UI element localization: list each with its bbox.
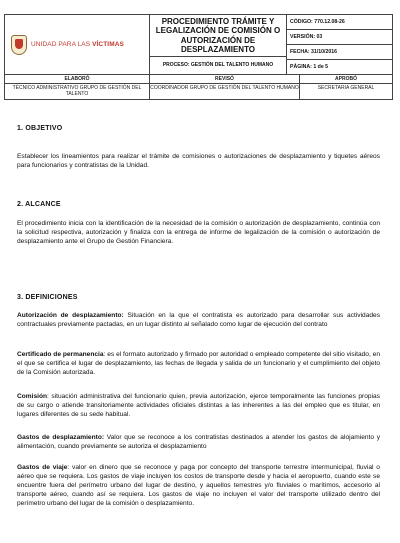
section-title-definiciones: 3. DEFINICIONES	[17, 294, 78, 301]
date-field: FECHA: 31/10/2016	[287, 45, 392, 60]
document-header	[4, 14, 393, 100]
document-title: PROCEDIMIENTO TRÁMITE Y LEGALIZACIÓN DE COMISIÓN O AUTORIZACIÓN DE DESPLAZAMIENTO	[150, 15, 286, 57]
logo: UNIDAD PARA LAS VÍCTIMAS	[31, 41, 124, 48]
coat-of-arms-icon	[11, 35, 27, 55]
logo-cell	[5, 15, 150, 74]
section-title-alcance: 2. ALCANCE	[17, 201, 61, 208]
definition-term: Gastos de desplazamiento:	[17, 434, 105, 441]
definition-gastos-viaje: Gastos de viaje: valor en dinero que se reconoce y paga por concepto del transporte terrestre intermunicipal, fluvial o aéreo que se requiera. Los gastos de viaje incluyen los costos de transporte desde y hacia el aeropuerto, cuando este se encuentre fuera del perímetro urbano del lugar de destino, y aquellos terrestres y/o fluviales o marítimos, accesorio al transporte aéreo, cuando así se requiera. Los gastos de viaje no incluyen el valor del transporte utilizado dentro del perímetro urbano del lugar de la comisión o desplazamiento.	[17, 464, 380, 507]
objetivo-text: Establecer los lineamientos para realizar el trámite de comisiones o autorizaciones de desplazamiento y tiquetes aéreos para funcionarios y contratistas de la Unidad.	[17, 153, 380, 169]
reviso-value: COORDINADOR GRUPO DE GESTIÓN DEL TALENTO HUMANO	[150, 84, 300, 99]
version-field: VERSIÓN: 03	[287, 30, 392, 45]
definition-gastos-desplazamiento: Gastos de desplazamiento: Valor que se reconoce a los contratistas destinados a atender los gastos de alojamiento y alimentación, cuando previamente se autoriza el desplazamiento	[17, 434, 380, 450]
definition-term: Comisión	[17, 393, 48, 400]
definition-term: Autorización de desplazamiento:	[17, 312, 124, 319]
process-label: PROCESO: GESTIÓN DEL TALENTO HUMANO	[162, 62, 274, 68]
definition-autorizacion: Autorización de desplazamiento: Situación en la que el contratista es autorizado para desarrollar sus actividades contractuales previamente pactadas, en un lugar distinto al señalado como lugar de ejecución del contrato	[17, 312, 380, 328]
reviso-header: REVISÓ	[150, 75, 300, 83]
definition-comision: Comisión: situación administrativa del funcionario quien, previa autorización, ejerce temporalmente las funciones propias de su cargo o atiende transitoriamente actividades oficiales distintas a las inherentes a las del empleo que es titular, en lugares diferentes de su sede habitual.	[17, 393, 380, 418]
code-field: CÓDIGO: 770.12.08-26	[287, 15, 392, 30]
aprobo-header: APROBÓ	[335, 76, 357, 82]
elaboro-value: TÉCNICO ADMINISTRATIVO GRUPO DE GESTIÓN DEL TALENTO	[5, 84, 150, 99]
alcance-text: El procedimiento inicia con la identificación de la necesidad de la comisión o autorización de desplazamiento, continúa con la solicitud respectiva, autorización y finaliza con la entrega de informe de legalización de la comisión o autorización de desplazamiento ante el Grupo de Gestión Financiera.	[17, 220, 380, 245]
section-title-objetivo: 1. OBJETIVO	[17, 125, 63, 132]
definition-term: Gastos de viaje	[17, 464, 68, 471]
elaboro-header: ELABORÓ	[5, 75, 150, 83]
definition-term: Certificado de permanencia	[17, 351, 104, 358]
aprobo-value: SECRETARIA GENERAL	[317, 85, 375, 91]
definition-certificado: Certificado de permanencia: es el formato autorizado y firmado por autoridad o empleado competente del sitio visitado, en el que se certifica el lugar de desplazamiento, las fechas de llegada y salida de un funcionario y el cumplimiento del objeto de la Comisión autorizada.	[17, 351, 380, 376]
page-field: PÁGINA: 1 de 5	[290, 64, 329, 70]
